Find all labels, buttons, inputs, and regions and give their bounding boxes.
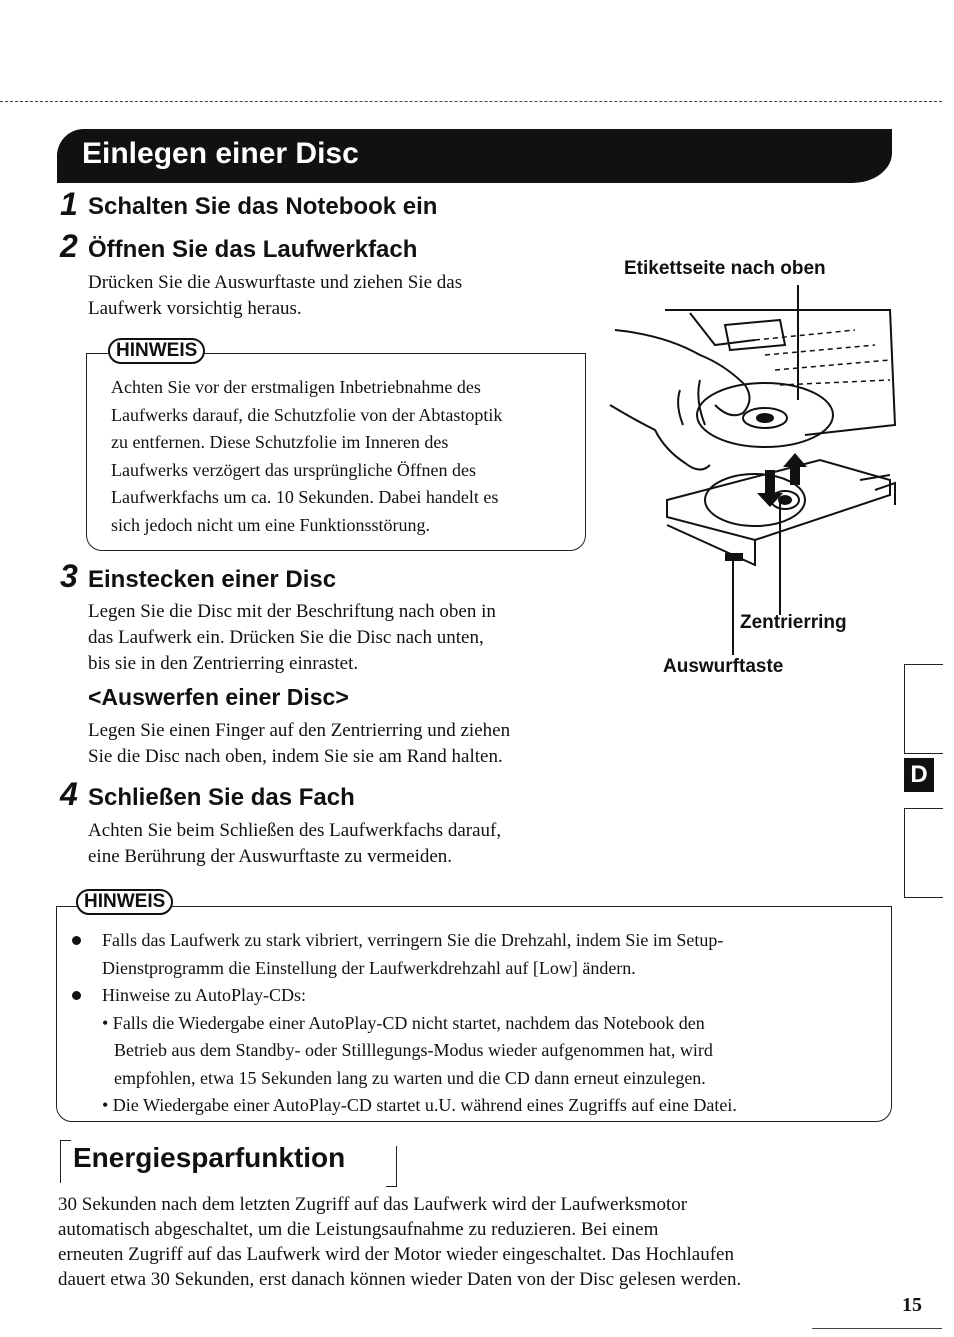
hinweis-label-1: HINWEIS: [108, 338, 205, 364]
text-line: eine Berührung der Auswurftaste zu vermeiden.: [88, 846, 453, 867]
text-line: zu entfernen. Diese Schutzfolie im Inneren des: [111, 432, 449, 452]
step-3-heading: Einstecken einer Disc: [88, 566, 337, 593]
text-line: erneuten Zugriff auf das Laufwerk wird der Motor wieder eingeschaltet. Das Hochlaufen: [58, 1244, 734, 1265]
step-number: 2: [60, 228, 78, 264]
text-line: das Laufwerk ein. Drücken Sie die Disc nach unten,: [88, 627, 484, 648]
step-1: [60, 186, 78, 223]
step-4-heading: Schließen Sie das Fach: [88, 784, 355, 811]
bullet-icon: [72, 991, 81, 1000]
step-number: 3: [60, 558, 78, 594]
top-rule: [0, 101, 942, 102]
label-etikettseite: Etikettseite nach oben: [624, 258, 826, 279]
text-line: Betrieb aus dem Standby- oder Stilllegungs-Modus wieder aufgenommen hat, wird: [114, 1040, 713, 1060]
step-1-heading: Schalten Sie das Notebook ein: [88, 193, 438, 220]
step-2-body: [88, 270, 598, 322]
text-line: Laufwerkfachs um ca. 10 Sekunden. Dabei handelt es: [111, 487, 499, 507]
step-2-heading: Öffnen Sie das Laufwerkfach: [88, 236, 418, 263]
hinweis-label-2: HINWEIS: [76, 889, 173, 915]
side-tab-bottom: [904, 808, 943, 898]
heading-bracket-right: [386, 1146, 397, 1187]
hinweis-1-text: [111, 374, 581, 539]
drive-illustration: [605, 285, 900, 655]
text-line: Laufwerk vorsichtig heraus.: [88, 298, 302, 319]
text-line: bis sie in den Zentrierring einrastet.: [88, 653, 359, 674]
eject-button: [725, 553, 743, 561]
text-line: Drücken Sie die Auswurftaste und ziehen Sie das: [88, 272, 463, 293]
text-line: • Falls die Wiedergabe einer AutoPlay-CD nicht startet, nachdem das Notebook den: [102, 1012, 705, 1033]
step-2: [60, 228, 78, 265]
step-4-body: [88, 818, 608, 870]
text-line: dauert etwa 30 Sekunden, erst danach können wieder Daten von der Disc gelesen werden.: [58, 1269, 742, 1290]
text-line: sich jedoch nicht um eine Funktionsstörung.: [111, 514, 430, 535]
label-auswurftaste: Auswurftaste: [663, 656, 784, 677]
step-4: [60, 776, 78, 813]
text-line: Legen Sie einen Finger auf den Zentrierring und ziehen: [88, 720, 511, 741]
bullet-item: [70, 927, 885, 982]
page-title: Einlegen einer Disc: [82, 137, 359, 170]
text-line: automatisch abgeschaltet, um die Leistungsaufnahme zu reduzieren. Bei einem: [58, 1219, 659, 1240]
section-banner: [57, 129, 892, 183]
side-tab-letter: D: [904, 758, 934, 792]
sub-item: [70, 1010, 885, 1120]
bottom-rule: [812, 1328, 942, 1329]
hinweis-box-2: [56, 906, 892, 1122]
text-line: Dienstprogramm die Einstellung der Laufwerkdrehzahl auf [Low] ändern.: [102, 957, 636, 978]
heading-bracket-left: [60, 1140, 71, 1183]
text-line: Legen Sie die Disc mit der Beschriftung nach oben in: [88, 601, 496, 622]
text-line: Falls das Laufwerk zu stark vibriert, verringern Sie die Drehzahl, indem Sie im Setup-: [102, 930, 724, 950]
label-zentrierring: Zentrierring: [740, 612, 847, 633]
text-line: Sie die Disc nach oben, indem Sie sie am Rand halten.: [88, 746, 503, 767]
eject-body: [88, 718, 608, 770]
text-line: Laufwerks darauf, die Schutzfolie von der Abtastoptik: [111, 404, 503, 425]
text-line: empfohlen, etwa 15 Sekunden lang zu warten und die CD dann erneut einzulegen.: [114, 1067, 706, 1088]
text-line: 30 Sekunden nach dem letzten Zugriff auf das Laufwerk wird der Laufwerksmotor: [58, 1194, 688, 1215]
step-3-body: [88, 599, 608, 677]
hinweis-box-1: [86, 353, 586, 551]
page-number: 15: [902, 1294, 922, 1316]
bullet-icon: [72, 936, 81, 945]
step-3: [60, 558, 78, 595]
hinweis-2-text: [70, 927, 885, 1120]
text-line: Achten Sie beim Schließen des Laufwerkfachs darauf,: [88, 820, 502, 841]
energy-heading: Energiesparfunktion: [73, 1142, 346, 1173]
eject-heading: <Auswerfen einer Disc>: [88, 684, 349, 710]
text-line: Hinweise zu AutoPlay-CDs:: [102, 985, 306, 1005]
text-line: • Die Wiedergabe einer AutoPlay-CD startet u.U. während eines Zugriffs auf eine Datei.: [102, 1095, 737, 1115]
bullet-item: [70, 982, 885, 1010]
energy-body: [58, 1192, 898, 1292]
step-number: 4: [60, 776, 78, 812]
text-line: Achten Sie vor der erstmaligen Inbetriebnahme des: [111, 377, 481, 397]
step-number: 1: [60, 186, 78, 222]
side-tab-top: [904, 664, 943, 754]
text-line: Laufwerks verzögert das ursprüngliche Öffnen des: [111, 459, 477, 480]
